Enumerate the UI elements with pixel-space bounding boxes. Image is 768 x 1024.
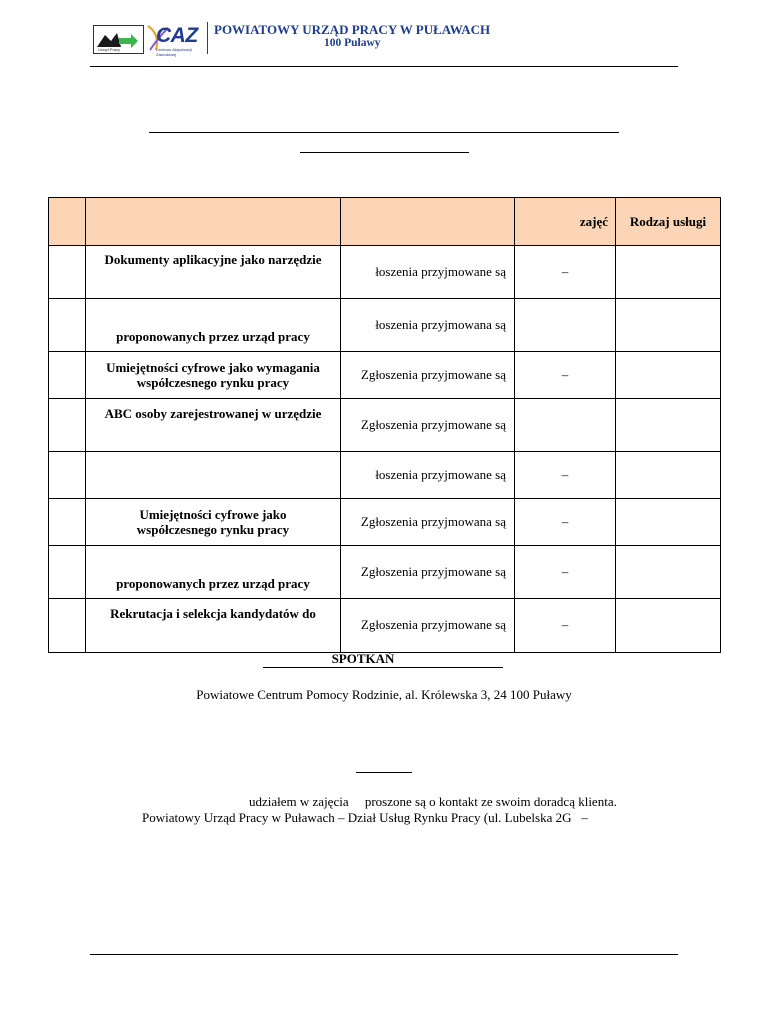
logo-caption: Urząd Pracy [98,47,121,52]
registration-note: Zgłoszenia przyjmowane są [341,599,515,653]
table-header-row [49,198,721,246]
registration-note: Zgłoszenia przyjmowane są [341,545,515,599]
date-cell [515,398,616,452]
service-cell [616,452,721,499]
workshop-title: proponowanych przez urząd pracy [86,545,341,599]
table-row [49,452,721,499]
cell-number [49,298,86,352]
meeting-heading-text: SPOTKAŃ [331,651,395,666]
schedule-table [48,197,721,653]
table-row [49,298,721,352]
date-cell: – [515,352,616,399]
header-cell [49,198,86,246]
registration-note: Zgłoszenia przyjmowane są [341,352,515,399]
date-cell: – [515,246,616,299]
cell-number [49,452,86,499]
registration-note: łoszenia przyjmowane są [341,246,515,299]
service-cell [616,498,721,545]
table-row [49,498,721,545]
table-row [49,545,721,599]
service-cell [616,398,721,452]
office-title: POWIATOWY URZĄD PRACY W PUŁAWACH [214,22,491,37]
header-cell-service-type: Rodzaj usługi [616,198,721,246]
office-postal: 100 Puławy [324,37,381,49]
footer-rule [90,954,678,955]
meeting-address: Powiatowe Centrum Pomocy Rodzinie, al. Królewska 3, 24 100 Puławy [196,687,572,702]
title-rule [149,132,619,133]
cell-number [49,599,86,653]
date-cell: – [515,498,616,545]
workshop-title: ABC osoby zarejestrowanej w urzędzie [86,398,341,452]
date-cell [515,298,616,352]
registration-note: Zgłoszenia przyjmowane są [341,398,515,452]
service-cell [616,298,721,352]
cell-number [49,545,86,599]
header-cell-classes: zajęć [515,198,616,246]
registration-note: łoszenia przyjmowane są [341,452,515,499]
date-cell: – [515,599,616,653]
table-row [49,398,721,452]
service-cell [616,599,721,653]
caz-logo [146,20,208,57]
office-department-line: Powiatowy Urząd Pracy w Puławach – Dział Usług Rynku Pracy (ul. Lubelska 2G – [142,810,588,825]
workshop-title: proponowanych przez urząd pracy [86,298,341,352]
header-cell [341,198,515,246]
header-divider [207,22,208,54]
caz-logo-subtext: Centrum Aktywizacji Zawodowej [156,47,192,57]
cell-number [49,246,86,299]
subtitle-rule [300,152,469,153]
letterhead [90,18,678,67]
cell-number [49,352,86,399]
header-cell [86,198,341,246]
date-cell: – [515,452,616,499]
workshop-title: Rekrutacja i selekcja kandydatów do [86,599,341,653]
caz-logo-text: CAZ [156,24,198,47]
registration-note: Zgłoszenia przyjmowana są [341,498,515,545]
table-row [49,246,721,299]
date-cell: – [515,545,616,599]
contact-info-line: udziałem w zajęcia proszone są o kontakt ze swoim doradcą klienta. [249,794,617,809]
cell-number [49,398,86,452]
job-office-logo [93,25,144,54]
registration-note: łoszenia przyjmowana są [341,298,515,352]
section-rule [356,772,412,773]
service-cell [616,246,721,299]
service-cell [616,352,721,399]
workshop-title: Umiejętności cyfrowe jako wymagania współczesnego rynku pracy [86,352,341,399]
service-cell [616,545,721,599]
table-row [49,352,721,399]
meeting-heading [263,651,503,668]
table-row [49,599,721,653]
workshop-title: Dokumenty aplikacyjne jako narzędzie [86,246,341,299]
cell-number [49,498,86,545]
workshop-title [86,452,341,499]
workshop-title: Umiejętności cyfrowe jako współczesnego rynku pracy [86,498,341,545]
